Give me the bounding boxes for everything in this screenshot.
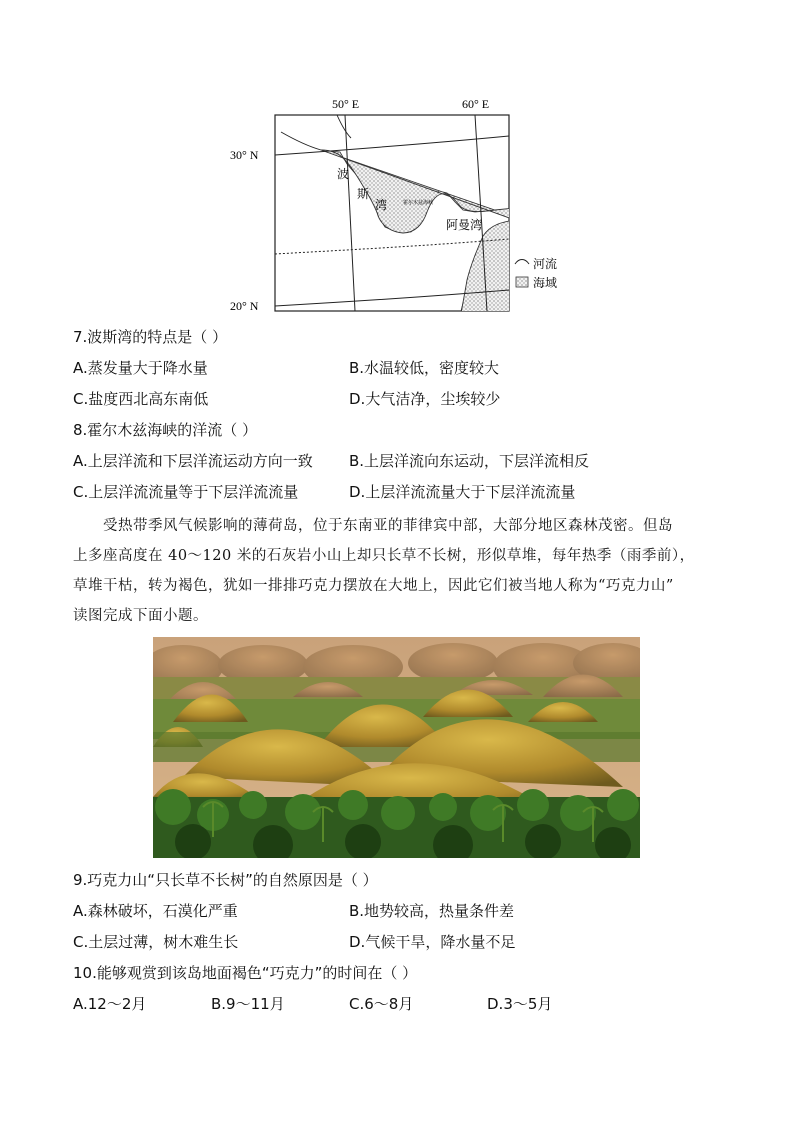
- q7-option-a[interactable]: A.蒸发量大于降水量: [73, 359, 208, 377]
- passage-line-1: 受热带季风气候影响的薄荷岛，位于东南亚的菲律宾中部，大部分地区森林茂密。但岛: [103, 518, 673, 534]
- legend-river-label: 河流: [533, 257, 558, 271]
- q10-option-a[interactable]: A.12～2月: [73, 995, 147, 1013]
- q7-option-d[interactable]: D.大气洁净，尘埃较少: [349, 390, 501, 408]
- sea-label-si: 斯: [357, 187, 370, 201]
- q9-option-b[interactable]: B.地势较高，热量条件差: [349, 902, 515, 920]
- q10-option-c[interactable]: C.6～8月: [349, 995, 414, 1013]
- sea-label-gulf-of-oman: 阿曼湾: [446, 218, 483, 232]
- passage-line-2: 上多座高度在 40～120 米的石灰岩小山上却只长草不长树，形似草堆，每年热季（雨季前），: [73, 548, 695, 564]
- persian-gulf-map: [225, 92, 565, 317]
- q10-stem: 10.能够观赏到该岛地面褐色“巧克力”的时间在（ ）: [73, 964, 418, 982]
- q7-stem: 7.波斯湾的特点是（ ）: [73, 328, 228, 346]
- q9-option-a[interactable]: A.森林破坏，石漠化严重: [73, 902, 238, 920]
- q9-option-c[interactable]: C.土层过薄，树木难生长: [73, 933, 239, 951]
- strait-label: 霍尔木兹海峡: [403, 200, 434, 206]
- chocolate-hills-photo: [153, 637, 640, 858]
- legend-sea-label: 海域: [533, 276, 558, 290]
- legend-river-symbol: [515, 260, 529, 265]
- passage-line-4: 读图完成下面小题。: [73, 608, 208, 624]
- q10-option-b[interactable]: B.9～11月: [211, 995, 285, 1013]
- lon-label-50e: 50° E: [332, 97, 360, 111]
- sea-label-wan: 湾: [375, 198, 388, 212]
- q8-option-a[interactable]: A.上层洋流和下层洋流运动方向一致: [73, 452, 313, 470]
- lat-label-30n: 30° N: [230, 148, 259, 162]
- sea-label-bo: 波: [337, 167, 350, 181]
- passage-line-3: 草堆干枯，转为褐色，犹如一排排巧克力摆放在大地上，因此它们被当地人称为“巧克力山”: [73, 578, 674, 594]
- reading-passage: [73, 511, 735, 631]
- map-svg: [225, 92, 565, 317]
- lon-label-60e: 60° E: [462, 97, 490, 111]
- legend-sea-symbol: [516, 277, 528, 287]
- q8-option-d[interactable]: D.上层洋流流量大于下层洋流流量: [349, 483, 576, 501]
- q8-option-b[interactable]: B.上层洋流向东运动，下层洋流相反: [349, 452, 590, 470]
- q7-option-b[interactable]: B.水温较低，密度较大: [349, 359, 500, 377]
- q8-stem: 8.霍尔木兹海峡的洋流（ ）: [73, 421, 258, 439]
- q9-option-d[interactable]: D.气候干旱，降水量不足: [349, 933, 516, 951]
- q9-stem: 9.巧克力山“只长草不长树”的自然原因是（ ）: [73, 871, 378, 889]
- q8-option-c[interactable]: C.上层洋流流量等于下层洋流流量: [73, 483, 299, 501]
- lat-label-20n: 20° N: [230, 299, 259, 313]
- q10-option-d[interactable]: D.3～5月: [487, 995, 553, 1013]
- photo-svg: [153, 637, 640, 858]
- q7-option-c[interactable]: C.盐度西北高东南低: [73, 390, 209, 408]
